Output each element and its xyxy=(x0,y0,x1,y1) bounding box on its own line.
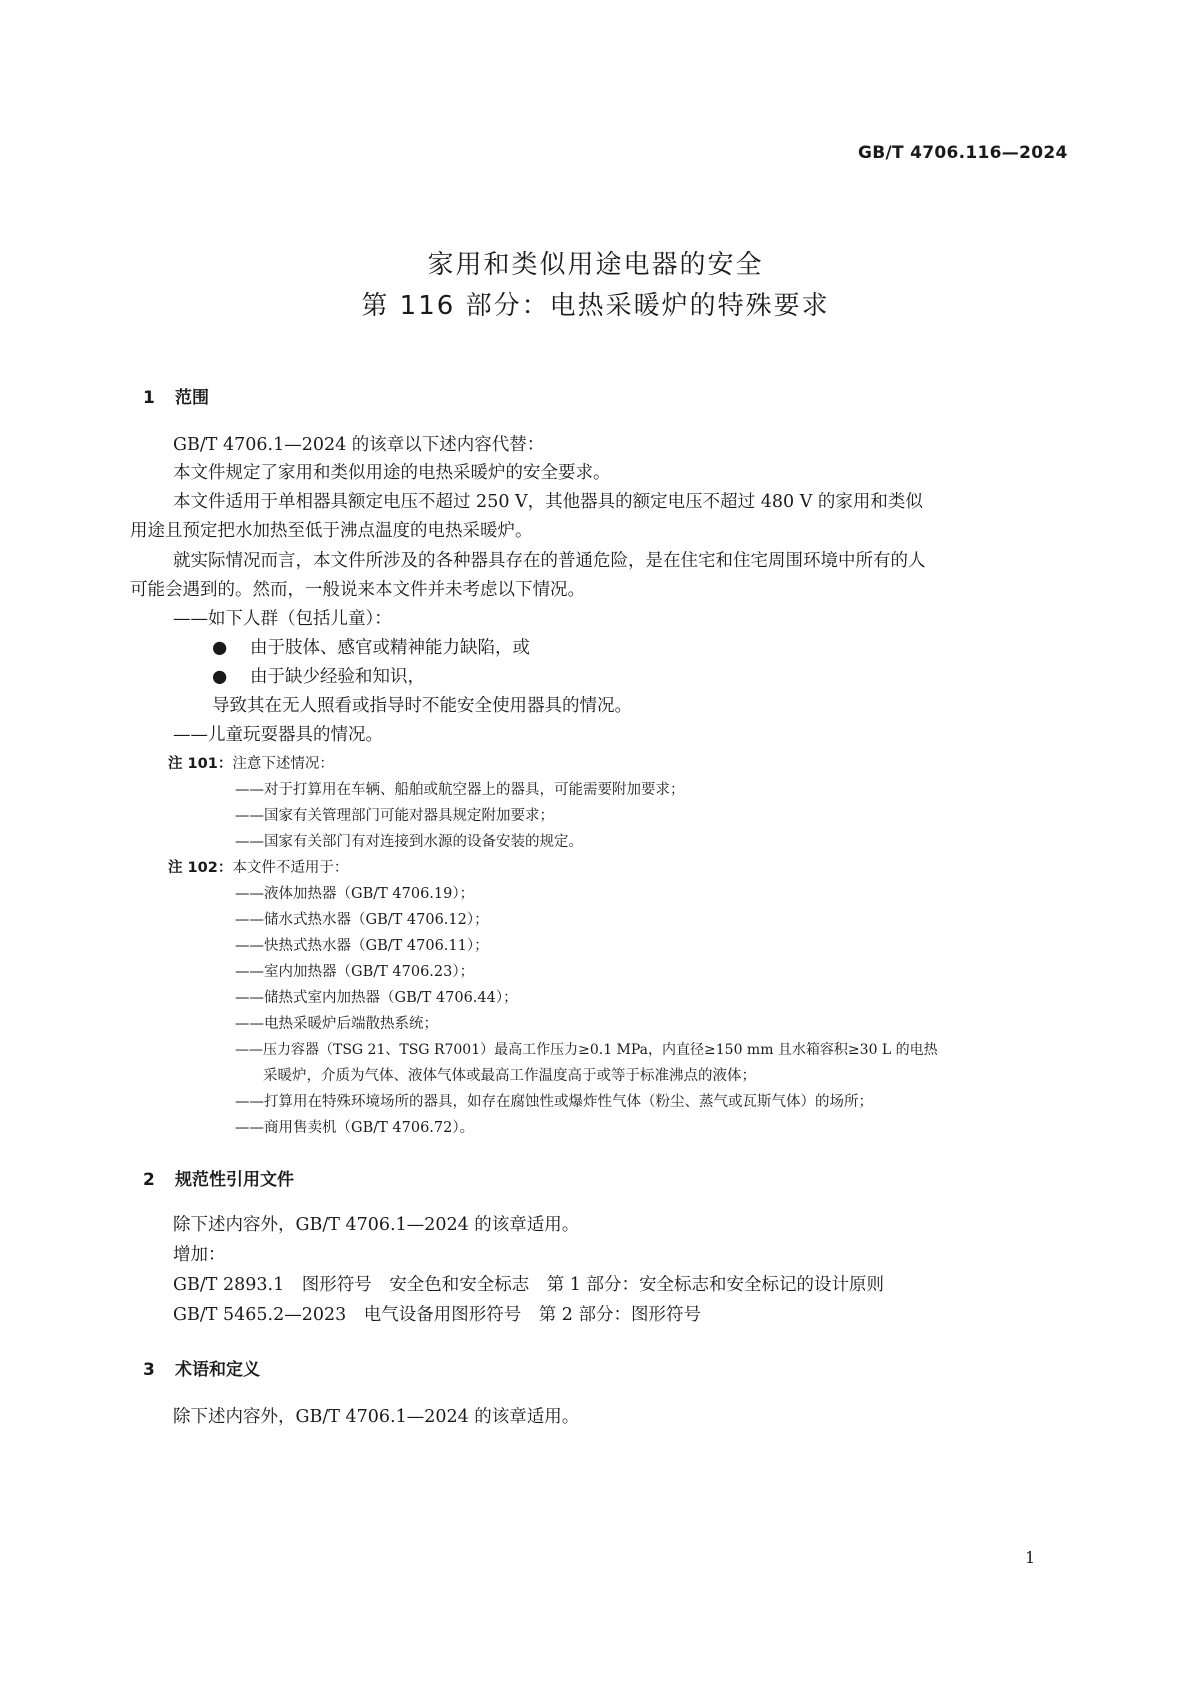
section-number: 1 xyxy=(143,388,155,408)
note-item: ——国家有关管理部门可能对器具规定附加要求； xyxy=(235,808,554,824)
note-item: ——商用售卖机（GB/T 4706.72）。 xyxy=(235,1120,475,1136)
section-title: 规范性引用文件 xyxy=(175,1170,294,1190)
section-1-heading xyxy=(143,383,209,408)
dash-item: ——儿童玩耍器具的情况。 xyxy=(173,725,383,745)
note-item: ——液体加热器（GB/T 4706.19）； xyxy=(235,886,475,902)
section-2-heading xyxy=(143,1165,294,1190)
paragraph: 增加： xyxy=(173,1245,226,1265)
title-line-2: 第 116 部分：电热采暖炉的特殊要求 xyxy=(361,291,830,321)
section-title: 术语和定义 xyxy=(175,1360,260,1380)
paragraph: 本文件规定了家用和类似用途的电热采暖炉的安全要求。 xyxy=(173,463,611,483)
dash-item: ——如下人群（包括儿童）： xyxy=(173,609,392,629)
note-101 xyxy=(168,752,334,777)
section-3-heading xyxy=(143,1355,260,1380)
note-text: 注意下述情况： xyxy=(232,756,334,772)
bullet-text: 由于肢体、感官或精神能力缺陷，或 xyxy=(250,638,530,658)
bullet-item xyxy=(212,633,530,663)
note-item: ——压力容器（TSG 21、TSG R7001）最高工作压力≥0.1 MPa，内直径≥150 mm 且水箱容积≥30 L 的电热 xyxy=(235,1042,938,1058)
bullet-icon: ● xyxy=(212,667,228,687)
note-item: ——对于打算用在车辆、船舶或航空器上的器具，可能需要附加要求； xyxy=(235,782,685,798)
section-number: 2 xyxy=(143,1170,155,1190)
note-text: 本文件不适用于： xyxy=(232,860,349,876)
paragraph: 可能会遇到的。然而，一般说来本文件并未考虑以下情况。 xyxy=(130,580,585,600)
note-item: ——储热式室内加热器（GB/T 4706.44）； xyxy=(235,990,518,1006)
note-item: ——储水式热水器（GB/T 4706.12）； xyxy=(235,912,489,928)
section-title: 范围 xyxy=(175,388,209,408)
section-number: 3 xyxy=(143,1360,155,1380)
paragraph: GB/T 4706.1—2024 的该章以下述内容代替： xyxy=(173,435,545,455)
paragraph: 导致其在无人照看或指导时不能安全使用器具的情况。 xyxy=(212,696,632,716)
bullet-item xyxy=(212,662,425,692)
bullet-icon: ● xyxy=(212,638,228,658)
title-line-1: 家用和类似用途电器的安全 xyxy=(427,250,764,280)
note-item: ——国家有关部门有对连接到水源的设备安装的规定。 xyxy=(235,834,583,850)
reference-item: GB/T 5465.2—2023 电气设备用图形符号 第 2 部分：图形符号 xyxy=(173,1305,701,1325)
paragraph: 本文件适用于单相器具额定电压不超过 250 V，其他器具的额定电压不超过 480 V 的家用和类似 xyxy=(173,492,923,512)
note-label: 注 101： xyxy=(168,756,233,772)
paragraph: 除下述内容外，GB/T 4706.1—2024 的该章适用。 xyxy=(173,1215,580,1235)
note-item-continuation: 采暖炉，介质为气体、液体气体或最高工作温度高于或等于标准沸点的液体； xyxy=(263,1068,756,1084)
paragraph: 用途且预定把水加热至低于沸点温度的电热采暖炉。 xyxy=(130,521,533,541)
paragraph: 除下述内容外，GB/T 4706.1—2024 的该章适用。 xyxy=(173,1407,580,1427)
note-item: ——快热式热水器（GB/T 4706.11）； xyxy=(235,938,489,954)
document-number: GB/T 4706.116—2024 xyxy=(858,143,1068,163)
bullet-text: 由于缺少经验和知识， xyxy=(250,667,425,687)
note-item: ——电热采暖炉后端散热系统； xyxy=(235,1016,438,1032)
note-item: ——打算用在特殊环境场所的器具，如存在腐蚀性或爆炸性气体（粉尘、蒸气或瓦斯气体）的场所； xyxy=(235,1094,873,1110)
page-number: 1 xyxy=(1025,1548,1036,1567)
reference-item: GB/T 2893.1 图形符号 安全色和安全标志 第 1 部分：安全标志和安全标记的设计原则 xyxy=(173,1275,884,1295)
note-label: 注 102： xyxy=(168,860,233,876)
note-item: ——室内加热器（GB/T 4706.23）； xyxy=(235,964,475,980)
paragraph: 就实际情况而言，本文件所涉及的各种器具存在的普通危险，是在住宅和住宅周围环境中所有的人 xyxy=(173,551,926,571)
note-102 xyxy=(168,856,348,881)
